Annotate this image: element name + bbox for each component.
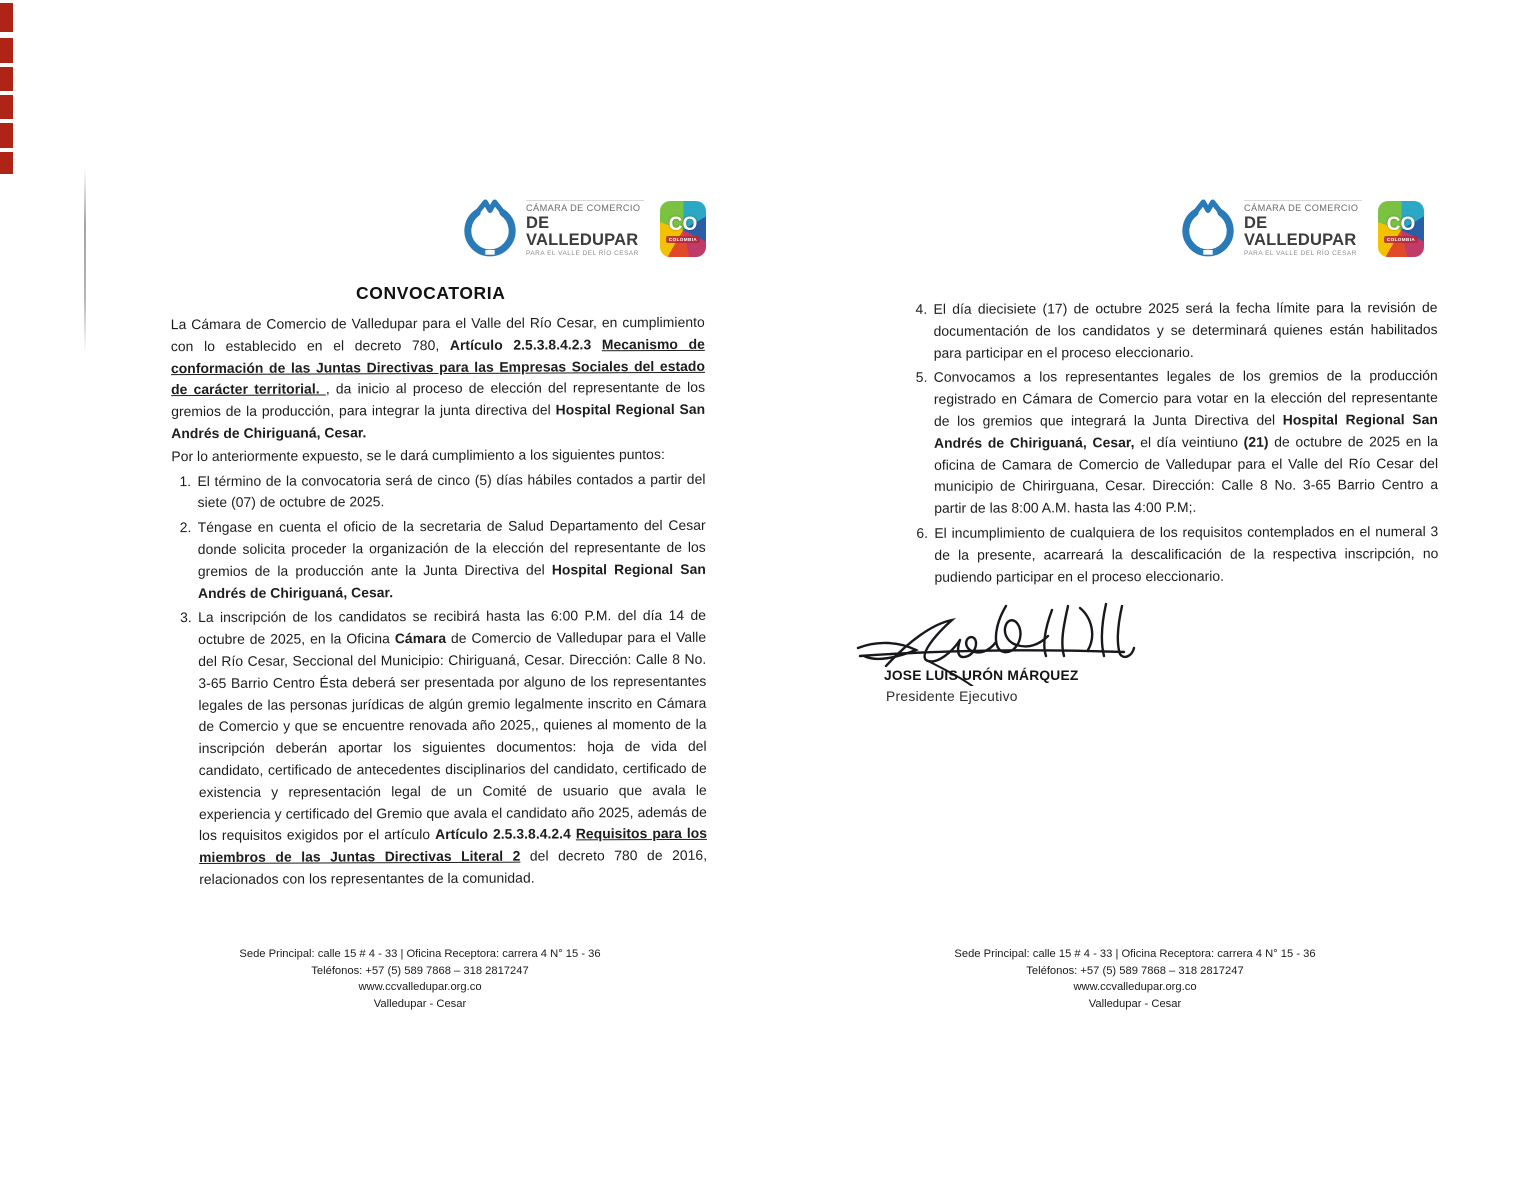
footer-city: Valledupar - Cesar [1088, 997, 1182, 1010]
right-page-body [907, 294, 1438, 588]
co-colombia-logo [1378, 201, 1424, 257]
chamber-logo-right [1180, 199, 1424, 259]
footer-website: www.ccvalledupar.org.co [1073, 981, 1197, 993]
scan-artifact-line [84, 168, 86, 353]
red-edge-mark [0, 67, 13, 91]
item-number: 1. [179, 472, 192, 489]
logo-line3: PARA EL VALLE DEL RÍO CESAR [526, 250, 639, 258]
document-title: CONVOCATORIA [356, 283, 506, 303]
item-text: El incumplimiento de cualquiera de los requisitos contemplados en el numeral 3 de la presente, acarreará la descalificación de la respectiva inscripción, no pudiendo participar en el proceso eleccionario. [934, 523, 1439, 585]
co-logo-text: CO [1386, 214, 1416, 235]
footer-address: Sede Principal: calle 15 # 4 - 33 | Oficina Receptora: carrera 4 N° 15 - 36 [239, 948, 601, 960]
footer-phones: Teléfonos: +57 (5) 589 7868 – 318 2817247 [1026, 964, 1244, 977]
co-logo-text: CO [668, 214, 698, 235]
numbered-list-right [908, 297, 1439, 588]
red-edge-mark [0, 38, 13, 63]
item-text: La inscripción de los candidatos se recibirá hasta las 6:00 P.M. del día 14 de octubre de 2025, en la Oficina Cámara de Comercio de Valledupar para el Valle del Río Cesar, Seccional del Municipio: Chiriguaná, Cesar. Dirección: Calle 8 No. 3-65 Barrio Centro Ésta deberá ser presentada por alguno de los representantes legales de las personas jurídicas de algún gremio legalmente inscrito en Cámara de Comercio y que se encuentre renovada año 2025,, quienes al momento de la inscripción deberán aportar los siguientes documentos: hoja de vida del candidato, certificado de antecedentes disciplinarios del candidato, certificado de existencia y representación legal de un Comité de usuario que avala le experiencia y certificado del Gremio que avala el candidato año 2025, además de los requisitos exigidos por el artículo Artículo 2.5.3.8.4.2.4 Requisitos para los miembros de las Juntas Directivas Literal 2 del decreto 780 de 2016, relacionados con los representantes de la comunidad. [198, 607, 708, 887]
logo-line3: PARA EL VALLE DEL RÍO CESAR [1244, 250, 1357, 258]
red-edge-mark [0, 95, 13, 119]
item-text: El término de la convocatoria será de cinco (5) días hábiles contados a partir del siete (07) de octubre de 2025. [197, 470, 706, 511]
item-text: Téngase en cuenta el oficio de la secretaria de Salud Departamento del Cesar donde solicita proceder la organización de la elección del representante de los gremios de la producción ante la Junta Directiva del Hospital Regional San Andrés de Chiriguaná, Cesar. [197, 517, 706, 601]
footer-phones: Teléfonos: +57 (5) 589 7868 – 318 2817247 [311, 964, 529, 977]
page-footer-left [160, 946, 680, 1012]
lead-out-paragraph: Por lo anteriormente expuesto, se le dará cumplimiento a los siguientes puntos: [171, 445, 665, 464]
logo-line2: DE VALLEDUPAR [526, 214, 639, 249]
item-text: Convocamos a los representantes legales de los gremios de la producción registrado en Cámara de Comercio para votar en la elección del representante de los gremios que integrará la Junta Directiva del Hospital Regional San Andrés de Chiriguaná, Cesar, el día veintiuno (21) de octubre de 2025 en la oficina de Camara de Comercio de Valledupar para el Valle del Río Cesar del municipio de Chirirguana, Cesar. Dirección: Calle 8 No. 3-65 Barrio Centro a partir de las 8:00 A.M. hasta las 4:00 P.M;. [933, 367, 1439, 517]
logo-wordmark [526, 200, 644, 258]
co-colombia-logo [660, 201, 706, 257]
list-item-4 [908, 297, 1438, 364]
red-edge-mark [0, 123, 13, 148]
list-item-3 [172, 605, 707, 891]
logo-line2: DE VALLEDUPAR [1244, 214, 1357, 249]
item-number: 2. [179, 519, 192, 536]
list-item-2 [172, 515, 706, 605]
footer-website: www.ccvalledupar.org.co [358, 981, 482, 993]
left-page-body [171, 312, 708, 891]
co-logo-subtext: COLOMBIA [1384, 236, 1418, 243]
item-number: 4. [915, 300, 928, 317]
footer-city: Valledupar - Cesar [373, 997, 467, 1010]
camara-valledupar-icon [1180, 199, 1236, 259]
logo-wordmark [1244, 200, 1362, 258]
list-item-1 [171, 468, 705, 514]
list-item-6 [908, 521, 1438, 588]
intro-paragraph: La Cámara de Comercio de Valledupar para el Valle del Río Cesar, en cumplimiento con lo establecido en el decreto 780, Artículo 2.5.3.8.4.2.3 Mecanismo de conformación de las Juntas Directivas para las Empresas Sociales del estado de carácter territorial. , da inicio al proceso de elección del representante de los gremios de la producción, para integrar la junta directiva del Hospital Regional San Andrés de Chiriguaná, Cesar. [170, 313, 706, 442]
item-number: 5. [915, 369, 928, 386]
numbered-list-left [171, 468, 707, 890]
page-footer-right [875, 946, 1395, 1012]
camara-valledupar-icon [462, 199, 518, 259]
signatory-name: JOSE LUIS URÓN MÁRQUEZ [884, 668, 1079, 683]
item-number: 6. [916, 524, 929, 541]
list-item-5 [908, 365, 1439, 519]
footer-address: Sede Principal: calle 15 # 4 - 33 | Oficina Receptora: carrera 4 N° 15 - 36 [954, 948, 1316, 960]
item-number: 3. [180, 609, 192, 626]
red-edge-mark [0, 152, 13, 174]
chamber-logo-left [462, 199, 706, 259]
logo-line1: CÁMARA DE COMERCIO [526, 200, 644, 213]
logo-line1: CÁMARA DE COMERCIO [1244, 200, 1362, 213]
red-edge-mark [0, 3, 13, 32]
signatory-title: Presidente Ejecutivo [886, 689, 1018, 704]
co-logo-subtext: COLOMBIA [666, 236, 700, 243]
item-text: El día diecisiete (17) de octubre 2025 será la fecha límite para la revisión de documentación de los candidatos y se determinará quienes están habilitados para participar en el proceso eleccionario. [933, 299, 1438, 361]
